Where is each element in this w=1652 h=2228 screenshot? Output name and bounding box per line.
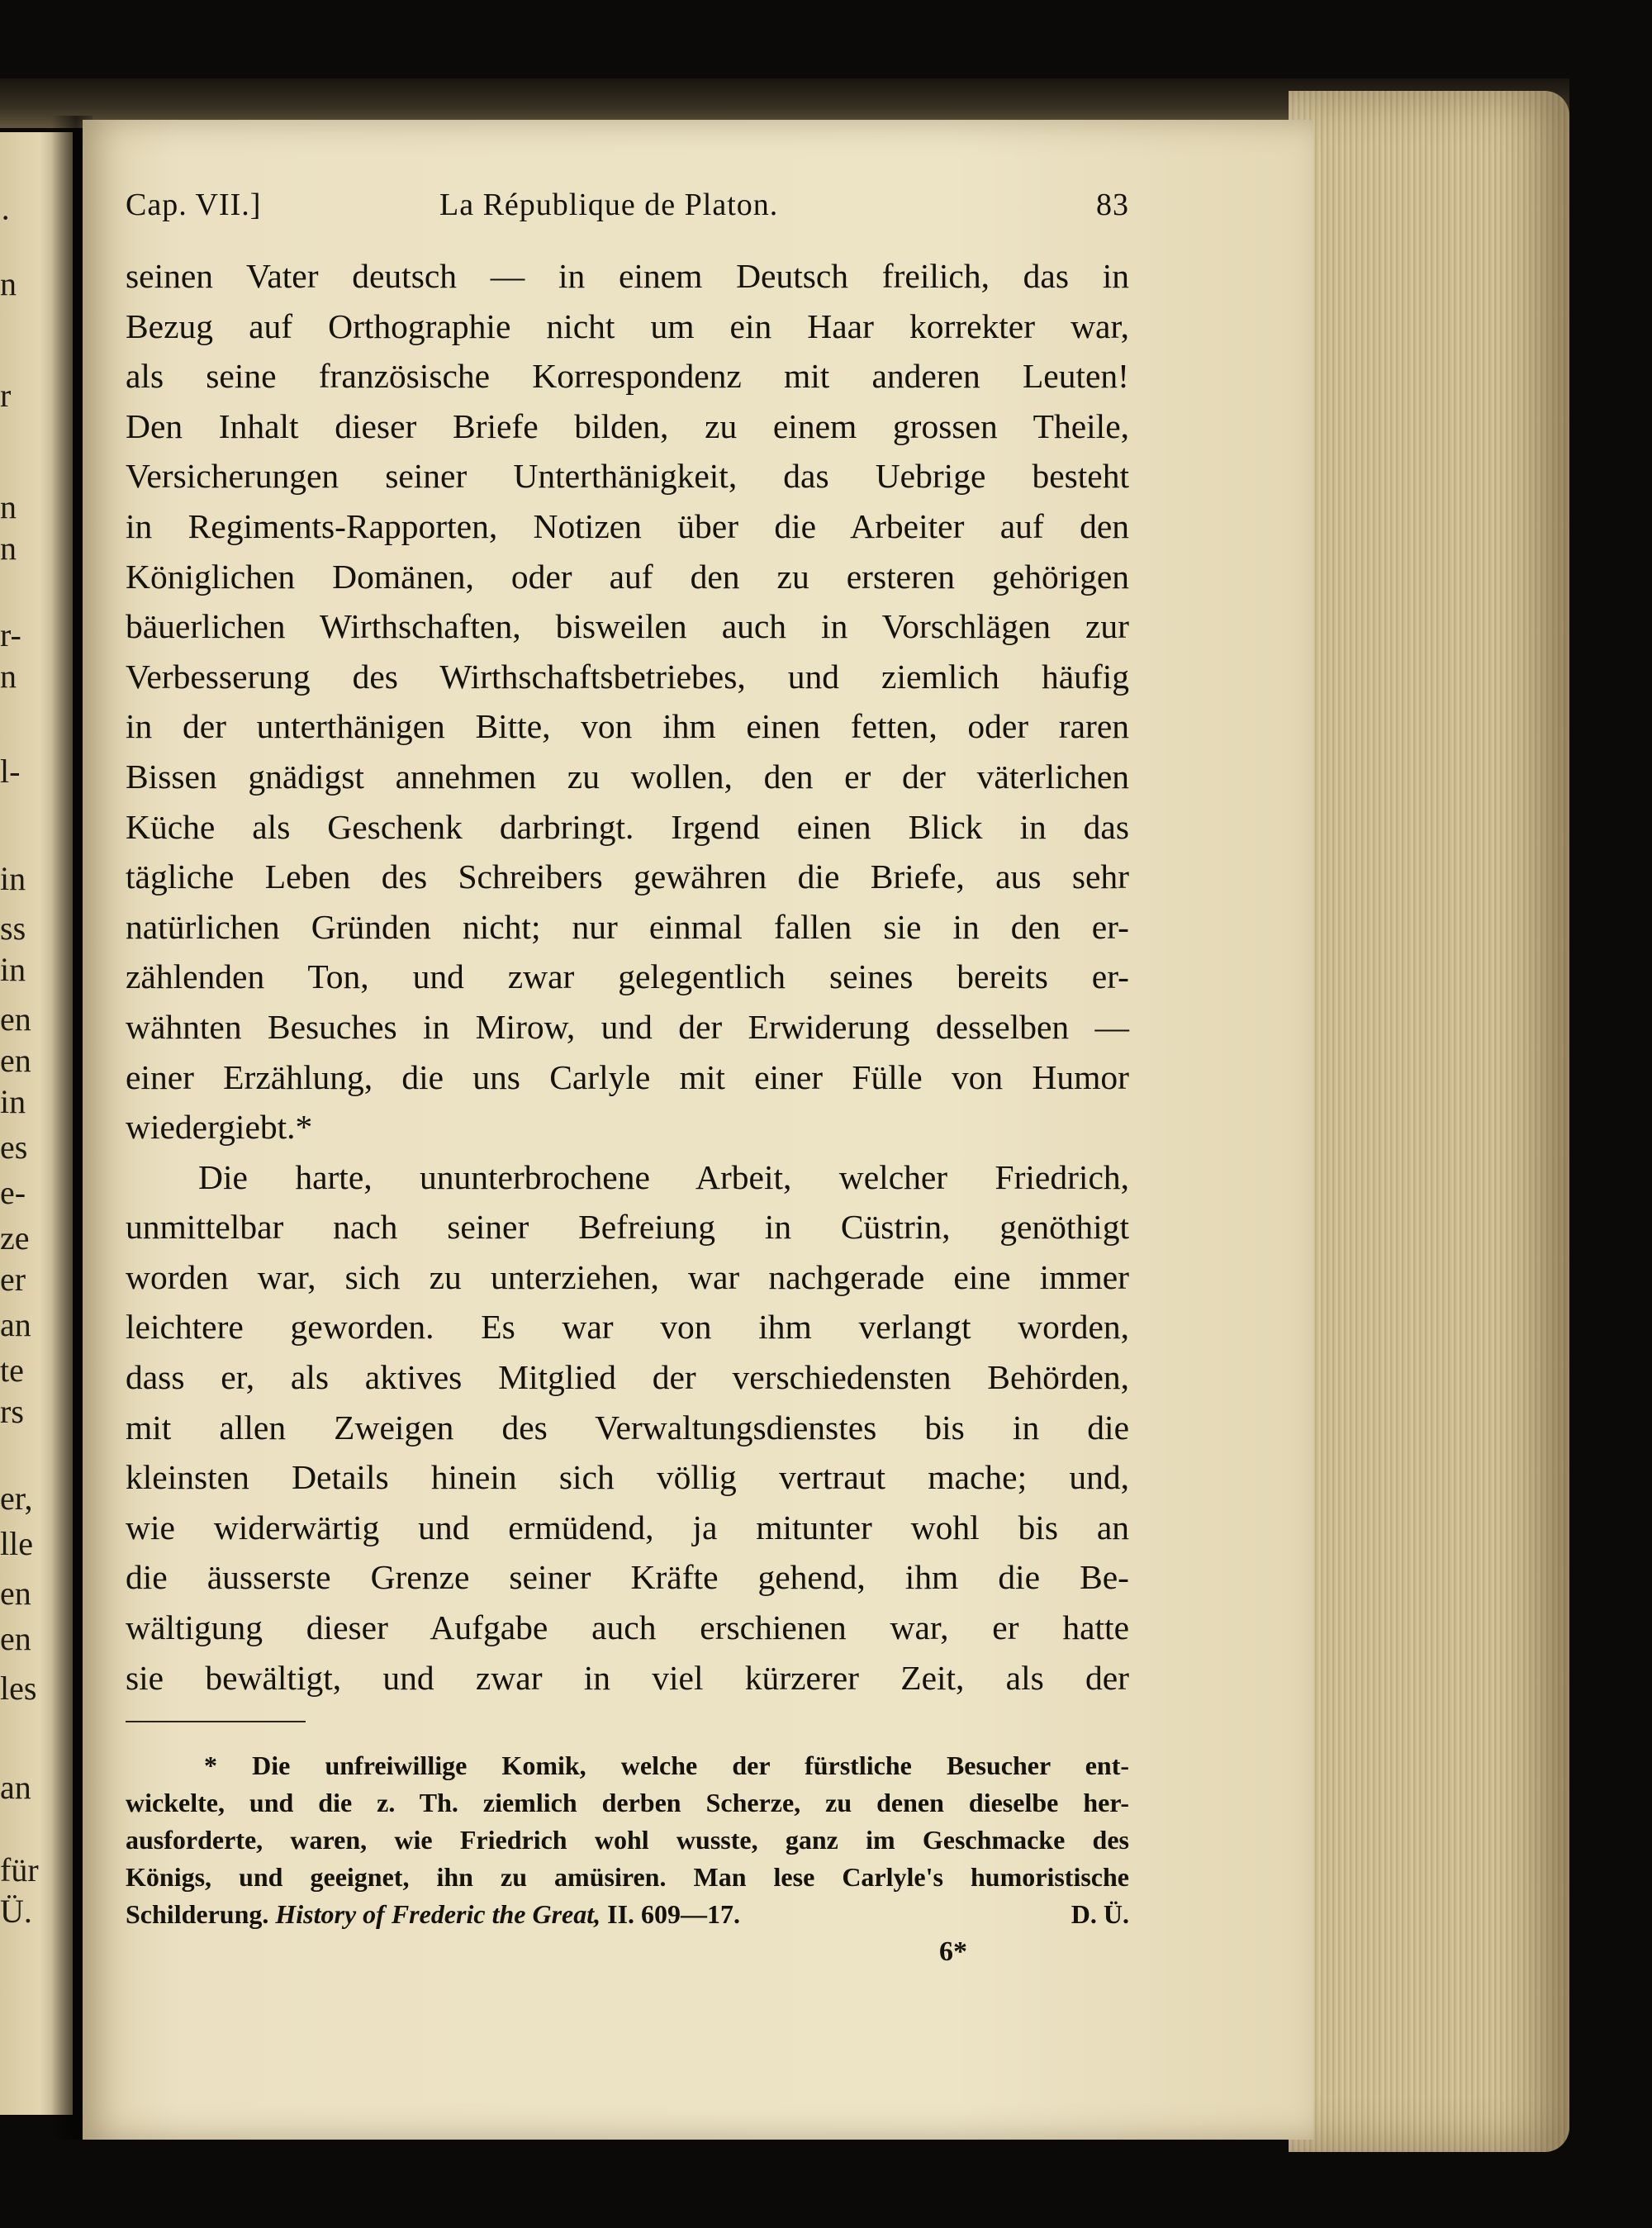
page-edges [1289, 91, 1569, 2152]
body-line: Bissen gnädigst annehmen zu wollen, den er der väterlichen [126, 757, 1129, 796]
translator-initials: D. Ü. [1070, 1899, 1129, 1930]
page-number: 83 [1096, 188, 1129, 222]
previous-page-fragment: an [0, 1769, 31, 1806]
previous-page-fragment: te [0, 1352, 24, 1389]
footnote-text: II. 609—17. [601, 1899, 741, 1930]
body-line: kleinsten Details hinein sich völlig vertraut mache; und, [126, 1458, 1129, 1497]
previous-page-fragment: en [0, 1000, 31, 1038]
body-line: sie bewältigt, und zwar in viel kürzerer Zeit, als der [126, 1658, 1129, 1697]
running-header [126, 187, 1129, 238]
body-line: seinen Vater deutsch — in einem Deutsch freilich, das in [126, 257, 1129, 295]
body-line: zählenden Ton, und zwar gelegentlich seines bereits er- [126, 957, 1129, 996]
footnote-rule [126, 1721, 306, 1722]
signature-mark: 6* [939, 1936, 967, 1968]
previous-page-fragment: en [0, 1575, 31, 1612]
previous-page-fragment: es [0, 1128, 28, 1166]
previous-page-fragment: r [0, 377, 12, 414]
previous-page-fragment: in [0, 951, 26, 988]
footnote-text: Schilderung. [126, 1899, 276, 1930]
previous-page-fragment: les [0, 1670, 37, 1707]
footnote-line: Königs, und geeignet, ihn zu amüsiren. Man lese Carlyle's humoristische [126, 1862, 1129, 1893]
footnote-line: wickelte, und die z. Th. ziemlich derben Scherze, zu denen dieselbe her- [126, 1788, 1129, 1818]
previous-page-fragment: Ü. [0, 1893, 32, 1930]
previous-page-fragment: n [0, 658, 17, 695]
body-line: tägliche Leben des Schreibers gewähren die Briefe, aus sehr [126, 857, 1129, 896]
previous-page-fragment: en [0, 1042, 31, 1079]
body-line: Versicherungen seiner Unterthänigkeit, das Uebrige besteht [126, 457, 1129, 496]
body-line: die äusserste Grenze seiner Kräfte gehend, ihm die Be- [126, 1558, 1129, 1597]
signature-mark-row [126, 1936, 1129, 1976]
body-line: natürlichen Gründen nicht; nur einmal fallen sie in den er- [126, 907, 1129, 946]
body-line: wiedergiebt.* [126, 1108, 313, 1147]
body-line: als seine französische Korrespondenz mit anderen Leuten! [126, 357, 1129, 396]
previous-page-fragment: l- [0, 753, 21, 790]
body-line: Küche als Geschenk darbringt. Irgend einen Blick in das [126, 807, 1129, 846]
body-text [126, 251, 1129, 1703]
previous-page-fragment: r- [0, 616, 21, 653]
previous-page-fragment: n [0, 530, 17, 567]
previous-page-fragment: in [0, 860, 26, 897]
footnote-line-last [126, 1896, 1129, 1933]
body-line: Verbesserung des Wirthschaftsbetriebes, und ziemlich häufig [126, 657, 1129, 696]
body-line: Königlichen Domänen, oder auf den zu ersteren gehörigen [126, 557, 1129, 596]
footnote [126, 1747, 1129, 1933]
body-line: Die harte, ununterbrochene Arbeit, welcher Friedrich, [198, 1157, 1129, 1196]
previous-page-fragment: ss [0, 910, 26, 947]
body-line: in Regiments-Rapporten, Notizen über die Arbeiter auf den [126, 506, 1129, 545]
body-line: mit allen Zweigen des Verwaltungsdienstes bis in die [126, 1408, 1129, 1447]
body-line: dass er, als aktives Mitglied der verschiedensten Behörden, [126, 1358, 1129, 1397]
body-line: worden war, sich zu unterziehen, war nachgerade eine immer [126, 1257, 1129, 1296]
body-line: wältigung dieser Aufgabe auch erschienen war, er hatte [126, 1608, 1129, 1647]
previous-page-fragment: · [0, 199, 12, 236]
body-line: bäuerlichen Wirthschaften, bisweilen auch in Vorschlägen zur [126, 607, 1129, 646]
previous-page-fragment: an [0, 1306, 31, 1343]
previous-page-fragment: e- [0, 1174, 26, 1211]
previous-page-fragment: n [0, 488, 17, 525]
body-line: in der unterthänigen Bitte, von ihm einen fetten, oder raren [126, 707, 1129, 746]
page-text [126, 187, 1129, 1976]
previous-page-fragment: rs [0, 1393, 24, 1430]
footnote-line: ausforderte, waren, wie Friedrich wohl wusste, ganz im Geschmacke des [126, 1825, 1129, 1855]
previous-page-fragment: lle [0, 1525, 33, 1562]
previous-page-fragment: er [0, 1261, 26, 1298]
body-line: Den Inhalt dieser Briefe bilden, zu einem grossen Theile, [126, 406, 1129, 445]
previous-page-fragment: in [0, 1083, 26, 1120]
previous-page-fragment: für [0, 1851, 39, 1888]
footnote-line: * Die unfreiwillige Komik, welche der fürstliche Besucher ent- [204, 1751, 1129, 1781]
previous-page-fragment: er, [0, 1480, 33, 1517]
previous-page-fragment: en [0, 1620, 31, 1657]
chapter-label: Cap. VII.] [126, 188, 262, 222]
previous-page-fragment: n [0, 265, 17, 302]
body-line: wähnten Besuches in Mirow, und der Erwiderung desselben — [126, 1007, 1129, 1046]
body-line: unmittelbar nach seiner Befreiung in Cüstrin, genöthigt [126, 1208, 1129, 1247]
body-line: leichtere geworden. Es war von ihm verlangt worden, [126, 1308, 1129, 1347]
body-line: Bezug auf Orthographie nicht um ein Haar korrekter war, [126, 306, 1129, 345]
running-title: La République de Platon. [439, 188, 779, 222]
body-line: wie widerwärtig und ermüdend, ja mitunter wohl bis an [126, 1508, 1129, 1546]
previous-page-fragment: ze [0, 1219, 30, 1257]
book-title: History of Frederic the Great, [275, 1899, 601, 1930]
body-line: einer Erzählung, die uns Carlyle mit einer Fülle von Humor [126, 1057, 1129, 1096]
